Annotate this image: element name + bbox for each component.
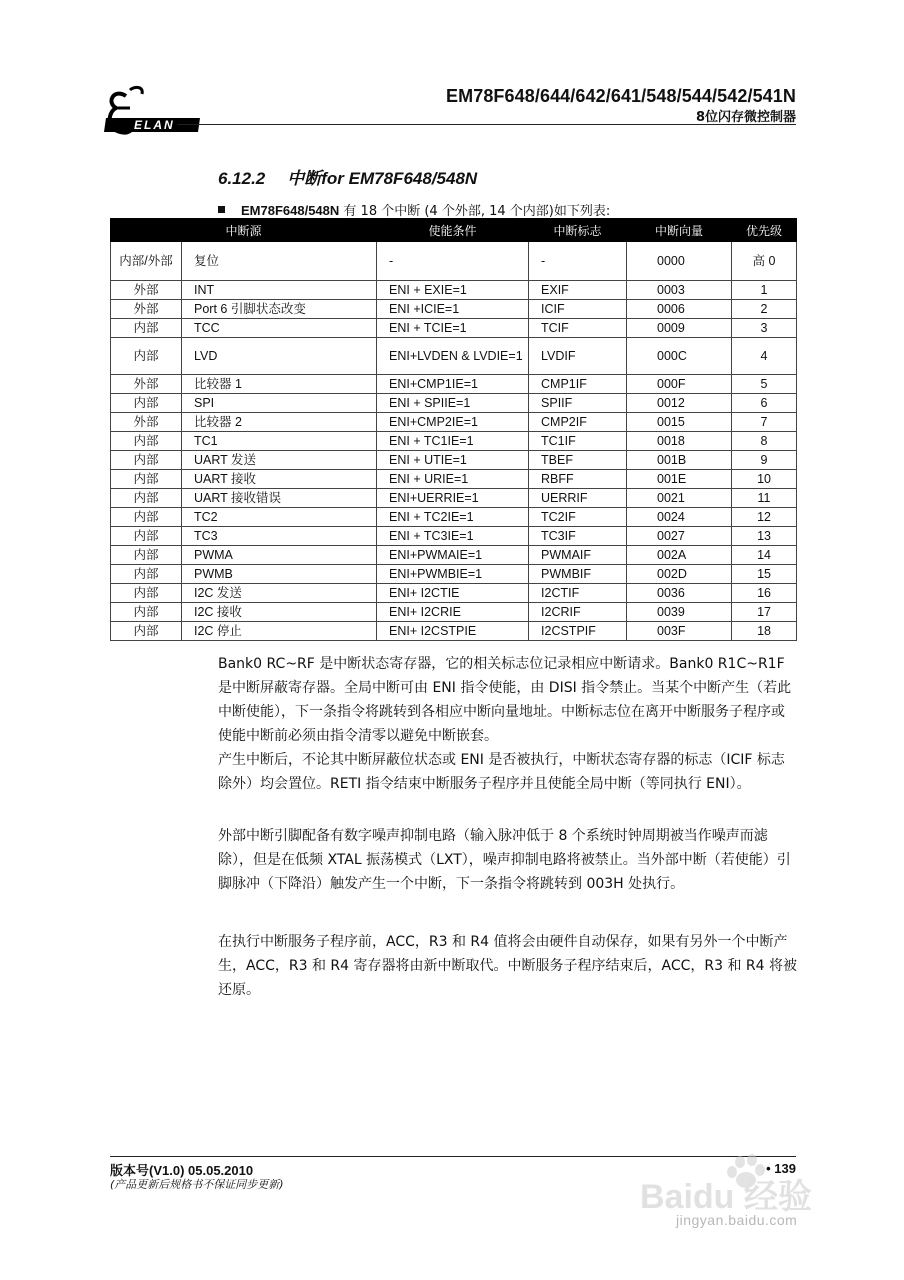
- cell-enable-condition: ENI+PWMAIE=1: [377, 546, 529, 565]
- cell-priority: 7: [732, 413, 797, 432]
- cell-enable-condition: ENI+UERRIE=1: [377, 489, 529, 508]
- table-row: [111, 470, 797, 489]
- cell-flag: UERRIF: [529, 489, 627, 508]
- table-row: [111, 527, 797, 546]
- cell-flag: I2CRIF: [529, 603, 627, 622]
- cell-priority: 18: [732, 622, 797, 641]
- cell-type: 内部: [111, 508, 182, 527]
- table-row: [111, 432, 797, 451]
- model-name: EM78F648/548N: [241, 203, 340, 218]
- table-row: [111, 338, 797, 375]
- cell-vector: 0036: [627, 584, 732, 603]
- table-row: [111, 319, 797, 338]
- cell-source: I2C 接收: [182, 603, 377, 622]
- cell-type: 内部: [111, 432, 182, 451]
- cell-vector: 0012: [627, 394, 732, 413]
- cell-type: 内部: [111, 338, 182, 375]
- cell-flag: I2CTIF: [529, 584, 627, 603]
- document-subtitle: 8位闪存微控制器: [695, 110, 796, 125]
- cell-flag: PWMAIF: [529, 546, 627, 565]
- cell-enable-condition: ENI+CMP2IE=1: [377, 413, 529, 432]
- cell-flag: ICIF: [529, 300, 627, 319]
- cell-source: UART 发送: [182, 451, 377, 470]
- cell-source: 复位: [182, 242, 377, 281]
- document-title: EM78F648/644/642/641/548/544/542/541N: [446, 86, 796, 106]
- cell-flag: TCIF: [529, 319, 627, 338]
- table-intro: [218, 200, 610, 219]
- cell-vector: 002D: [627, 565, 732, 584]
- watermark-url: jingyan.baidu.com: [676, 1212, 798, 1228]
- table-row: [111, 375, 797, 394]
- cell-vector: 001B: [627, 451, 732, 470]
- cell-vector: 0000: [627, 242, 732, 281]
- table-header-row: [111, 219, 797, 242]
- cell-vector: 000C: [627, 338, 732, 375]
- cell-vector: 002A: [627, 546, 732, 565]
- cell-vector: 0024: [627, 508, 732, 527]
- cell-source: INT: [182, 281, 377, 300]
- cell-priority: 16: [732, 584, 797, 603]
- cell-priority: 11: [732, 489, 797, 508]
- cell-enable-condition: ENI + URIE=1: [377, 470, 529, 489]
- cell-flag: TC1IF: [529, 432, 627, 451]
- cell-type: 内部: [111, 470, 182, 489]
- cell-enable-condition: ENI + TC3IE=1: [377, 527, 529, 546]
- cell-priority: 17: [732, 603, 797, 622]
- cell-priority: 6: [732, 394, 797, 413]
- header-source: 中断源: [111, 219, 377, 242]
- table-body: [111, 242, 797, 641]
- header-divider: [178, 124, 796, 125]
- paragraph-flag-behavior: 产生中断后，不论其中断屏蔽位状态或 ENI 是否被执行，中断状态寄存器的标志（ICIF 标志除外）均会置位。RETI 指令结束中断服务子程序并且使能全局中断（等同执行 ENI）。: [218, 752, 785, 792]
- cell-enable-condition: ENI+ I2CRIE: [377, 603, 529, 622]
- cell-vector: 0021: [627, 489, 732, 508]
- cell-vector: 0018: [627, 432, 732, 451]
- cell-vector: 001E: [627, 470, 732, 489]
- cell-priority: 3: [732, 319, 797, 338]
- table-row: [111, 565, 797, 584]
- cell-vector: 0009: [627, 319, 732, 338]
- cell-enable-condition: ENI + UTIE=1: [377, 451, 529, 470]
- cell-source: TC2: [182, 508, 377, 527]
- cell-flag: I2CSTPIF: [529, 622, 627, 641]
- cell-source: Port 6 引脚状态改变: [182, 300, 377, 319]
- cell-priority: 4: [732, 338, 797, 375]
- footer-note: (产品更新后规格书不保证同步更新): [110, 1178, 284, 1191]
- cell-source: 比较器 2: [182, 413, 377, 432]
- header-vector: 中断向量: [627, 219, 732, 242]
- table-row: [111, 451, 797, 470]
- table-row: [111, 413, 797, 432]
- cell-type: 外部: [111, 281, 182, 300]
- cell-flag: LVDIF: [529, 338, 627, 375]
- cell-type: 内部: [111, 546, 182, 565]
- cell-source: PWMA: [182, 546, 377, 565]
- cell-vector: 0027: [627, 527, 732, 546]
- bullet-square-icon: [218, 206, 225, 213]
- table-row: [111, 622, 797, 641]
- cell-type: 内部: [111, 319, 182, 338]
- cell-source: 比较器 1: [182, 375, 377, 394]
- header-flag: 中断标志: [529, 219, 627, 242]
- cell-priority: 15: [732, 565, 797, 584]
- cell-enable-condition: ENI + TC1IE=1: [377, 432, 529, 451]
- table-intro-text: 有 18 个中断 (4 个外部, 14 个内部)如下列表:: [339, 204, 611, 219]
- cell-flag: SPIIF: [529, 394, 627, 413]
- paragraph-status-registers: Bank0 RC~RF 是中断状态寄存器，它的相关标志位记录相应中断请求。Bank0 R1C~R1F 是中断屏蔽寄存器。全局中断可由 ENI 指令使能，由 DISI 指令禁止。当某个中断产生（若此中断使能），下一条指令将跳转到各相应中断向量地址。中断标志位在离开中断服务子程序或使能中断前必须由指令清零以避免中断嵌套。: [218, 656, 792, 744]
- cell-type: 外部: [111, 375, 182, 394]
- header-enable-condition: 使能条件: [377, 219, 529, 242]
- cell-flag: EXIF: [529, 281, 627, 300]
- cell-flag: TC3IF: [529, 527, 627, 546]
- cell-source: TCC: [182, 319, 377, 338]
- cell-source: UART 接收错误: [182, 489, 377, 508]
- cell-flag: RBFF: [529, 470, 627, 489]
- cell-vector: 0015: [627, 413, 732, 432]
- logo-text: ELAN: [134, 118, 175, 132]
- interrupt-table: [110, 218, 797, 641]
- cell-priority: 8: [732, 432, 797, 451]
- baidu-watermark: [640, 1150, 840, 1246]
- section-heading: [218, 164, 477, 189]
- cell-vector: 0039: [627, 603, 732, 622]
- cell-priority: 9: [732, 451, 797, 470]
- cell-type: 外部: [111, 413, 182, 432]
- cell-flag: TC2IF: [529, 508, 627, 527]
- cell-enable-condition: ENI+ I2CTIE: [377, 584, 529, 603]
- table-row: [111, 242, 797, 281]
- cell-enable-condition: -: [377, 242, 529, 281]
- cell-enable-condition: ENI+CMP1IE=1: [377, 375, 529, 394]
- cell-enable-condition: ENI + EXIE=1: [377, 281, 529, 300]
- cell-type: 内部: [111, 565, 182, 584]
- table-row: [111, 281, 797, 300]
- table-row: [111, 300, 797, 319]
- table-row: [111, 489, 797, 508]
- cell-priority: 1: [732, 281, 797, 300]
- cell-source: TC3: [182, 527, 377, 546]
- cell-vector: 0006: [627, 300, 732, 319]
- cell-source: PWMB: [182, 565, 377, 584]
- cell-enable-condition: ENI + TCIE=1: [377, 319, 529, 338]
- cell-enable-condition: ENI + TC2IE=1: [377, 508, 529, 527]
- cell-enable-condition: ENI+ I2CSTPIE: [377, 622, 529, 641]
- cell-type: 内部: [111, 584, 182, 603]
- cell-source: TC1: [182, 432, 377, 451]
- cell-flag: CMP1IF: [529, 375, 627, 394]
- cell-source: SPI: [182, 394, 377, 413]
- cell-vector: 0003: [627, 281, 732, 300]
- cell-type: 内部: [111, 394, 182, 413]
- table-row: [111, 603, 797, 622]
- cell-type: 内部: [111, 527, 182, 546]
- table-row: [111, 546, 797, 565]
- cell-flag: -: [529, 242, 627, 281]
- cell-priority: 5: [732, 375, 797, 394]
- table-row: [111, 394, 797, 413]
- cell-enable-condition: ENI +ICIE=1: [377, 300, 529, 319]
- cell-type: 内部: [111, 451, 182, 470]
- cell-flag: TBEF: [529, 451, 627, 470]
- watermark-brand: Baidu 经验: [640, 1178, 812, 1216]
- cell-source: I2C 停止: [182, 622, 377, 641]
- cell-source: LVD: [182, 338, 377, 375]
- cell-enable-condition: ENI+PWMBIE=1: [377, 565, 529, 584]
- cell-enable-condition: ENI+LVDEN & LVDIE=1: [377, 338, 529, 375]
- cell-priority: 高 0: [732, 242, 797, 281]
- cell-flag: CMP2IF: [529, 413, 627, 432]
- cell-source: UART 接收: [182, 470, 377, 489]
- cell-priority: 12: [732, 508, 797, 527]
- cell-type: 内部/外部: [111, 242, 182, 281]
- cell-priority: 13: [732, 527, 797, 546]
- cell-source: I2C 发送: [182, 584, 377, 603]
- table-row: [111, 584, 797, 603]
- footer-version: 版本号(V1.0) 05.05.2010: [110, 1163, 254, 1178]
- cell-priority: 2: [732, 300, 797, 319]
- cell-enable-condition: ENI + SPIIE=1: [377, 394, 529, 413]
- cell-type: 内部: [111, 622, 182, 641]
- paragraph-context-save: 在执行中断服务子程序前，ACC，R3 和 R4 值将会由硬件自动保存，如果有另外一个中断产生，ACC，R3 和 R4 寄存器将由新中断取代。中断服务子程序结束后，ACC，R3 和 R4 将被还原。: [218, 934, 798, 998]
- section-title: 中断for EM78F648/548N: [287, 169, 478, 188]
- page-number: • 139: [766, 1161, 796, 1176]
- header-priority: 优先级: [732, 219, 797, 242]
- cell-flag: PWMBIF: [529, 565, 627, 584]
- table-row: [111, 508, 797, 527]
- cell-type: 内部: [111, 603, 182, 622]
- cell-type: 外部: [111, 300, 182, 319]
- cell-priority: 10: [732, 470, 797, 489]
- cell-vector: 000F: [627, 375, 732, 394]
- cell-priority: 14: [732, 546, 797, 565]
- elan-logo: [104, 82, 200, 154]
- cell-type: 内部: [111, 489, 182, 508]
- cell-vector: 003F: [627, 622, 732, 641]
- section-number: 6.12.2: [218, 169, 266, 188]
- paragraph-noise-filter: 外部中断引脚配备有数字噪声抑制电路（输入脉冲低于 8 个系统时钟周期被当作噪声而滤除），但是在低频 XTAL 振荡模式（LXT），噪声抑制电路将被禁止。当外部中断（若使能）引脚脉冲（下降沿）触发产生一个中断，下一条指令将跳转到 003H 处执行。: [218, 828, 791, 892]
